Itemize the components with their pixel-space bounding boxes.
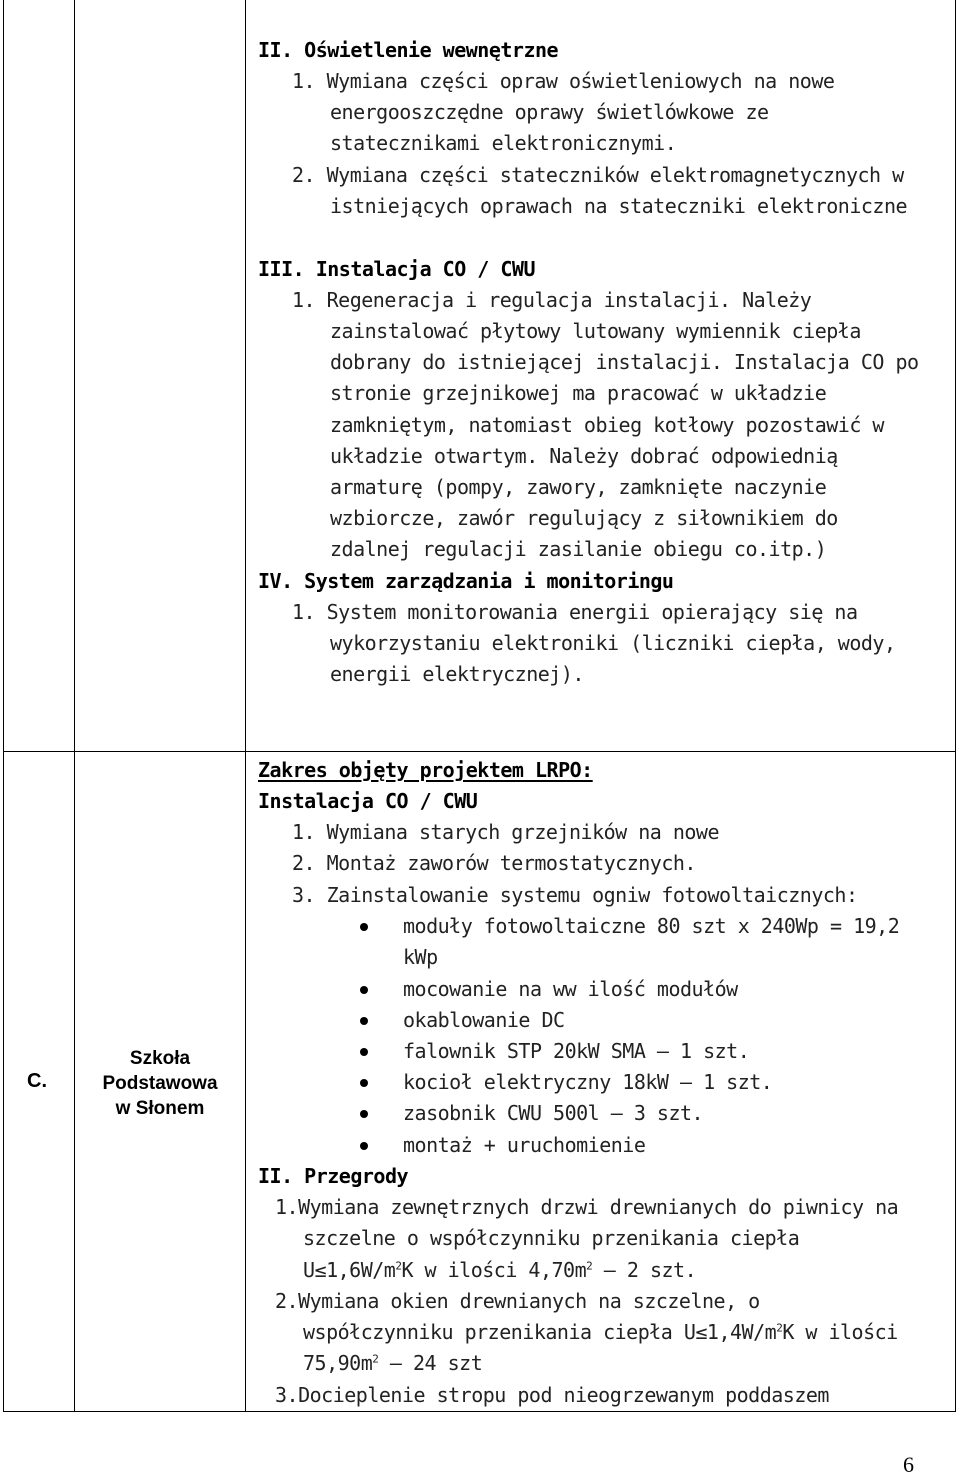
school-name <box>78 1046 242 1121</box>
section-heading-iv: IV. System zarządzania i monitoringu <box>258 569 674 593</box>
text-line: istniejących oprawach na stateczniki elektroniczne <box>330 194 908 218</box>
bullet-icon <box>360 923 368 931</box>
superscript: 2 <box>395 1259 402 1273</box>
bullet-item: montaż + uruchomienie <box>403 1133 646 1157</box>
install-heading: Instalacja CO / CWU <box>258 789 478 813</box>
text-fragment: – 24 szt <box>378 1351 483 1375</box>
bullet-item: zasobnik CWU 500l – 3 szt. <box>403 1101 704 1125</box>
text-line <box>303 1351 482 1375</box>
text-line: układzie otwartym. Należy dobrać odpowiednią <box>330 444 838 468</box>
bullet-icon <box>360 1110 368 1118</box>
school-name-line: w Słonem <box>115 1098 205 1119</box>
text-line: wzbiorcze, zawór regulujący z siłownikiem do <box>330 506 838 530</box>
list-item: 3. Zainstalowanie systemu ogniw fotowoltaicznych: <box>292 883 858 907</box>
text-line: wykorzystaniu elektroniki (liczniki ciepła, wody, <box>330 631 896 655</box>
bullet-item: falownik STP 20kW SMA – 1 szt. <box>403 1039 750 1063</box>
table-border-col2 <box>245 0 246 1412</box>
table-border-right <box>955 0 956 1412</box>
bullet-icon <box>360 986 368 994</box>
superscript: 2 <box>372 1352 379 1366</box>
scope-heading: Zakres objęty projektem LRPO: <box>258 758 593 782</box>
text-fragment: K w ilości <box>782 1320 898 1344</box>
bullet-icon <box>360 1079 368 1087</box>
text-line: statecznikami elektronicznymi. <box>330 131 677 155</box>
list-item: 2. Montaż zaworów termostatycznych. <box>292 851 696 875</box>
section-heading-przegrody: II. Przegrody <box>258 1164 409 1188</box>
text-line: 2. Wymiana części stateczników elektromagnetycznych w <box>292 163 904 187</box>
text-line: energii elektrycznej). <box>330 662 584 686</box>
bullet-item: okablowanie DC <box>403 1008 565 1032</box>
bullet-item: mocowanie na ww ilość modułów <box>403 977 738 1001</box>
text-fragment: 75,90m <box>303 1351 373 1375</box>
text-line: zainstalować płytowy lutowany wymiennik ciepła <box>330 319 861 343</box>
text-line: zamkniętym, natomiast obieg kotłowy pozostawić w <box>330 413 884 437</box>
bullet-icon <box>360 1142 368 1150</box>
table-border-left <box>3 0 4 1412</box>
bullet-icon <box>360 1048 368 1056</box>
page-number: 6 <box>903 1452 914 1477</box>
list-item: 1. Wymiana starych grzejników na nowe <box>292 820 720 844</box>
school-name-line: Szkoła <box>129 1048 191 1069</box>
text-fragment: U≤1,6W/m <box>303 1258 396 1282</box>
text-line: stronie grzejnikowej ma pracować w układzie <box>330 381 827 405</box>
bullet-item: kWp <box>403 945 438 969</box>
text-line: szczelne o współczynniku przenikania ciepła <box>303 1226 800 1250</box>
school-name-line: Podstawowa <box>102 1073 218 1094</box>
text-fragment: – 2 szt. <box>592 1258 697 1282</box>
row-letter: C. <box>27 1070 47 1092</box>
text-fragment: K w ilości 4,70m <box>401 1258 587 1282</box>
bullet-item: kocioł elektryczny 18kW – 1 szt. <box>403 1070 773 1094</box>
text-fragment: współczynniku przenikania ciepła U≤1,4W/m <box>303 1320 777 1344</box>
text-line: 1. Wymiana części opraw oświetleniowych na nowe <box>292 69 835 93</box>
table-border-bottom <box>3 1411 956 1412</box>
text-line: 1.Wymiana zewnętrznych drzwi drewnianych do piwnicy na <box>275 1195 899 1219</box>
superscript: 2 <box>586 1259 593 1273</box>
table-border-col1 <box>74 0 75 1412</box>
text-line <box>303 1258 696 1282</box>
text-line: dobrany do istniejącej instalacji. Instalacja CO po <box>330 350 919 374</box>
text-line: 1. Regeneracja i regulacja instalacji. Należy <box>292 288 812 312</box>
superscript: 2 <box>776 1321 783 1335</box>
section-heading-ii: II. Oświetlenie wewnętrzne <box>258 38 559 62</box>
text-line: 2.Wymiana okien drewnianych na szczelne, o <box>275 1289 760 1313</box>
bullet-icon <box>360 1017 368 1025</box>
text-line: zdalnej regulacji zasilanie obiegu co.itp.) <box>330 537 827 561</box>
text-line: 1. System monitorowania energii opierający się na <box>292 600 858 624</box>
text-line: 3.Docieplenie stropu pod nieogrzewanym poddaszem <box>275 1383 829 1407</box>
text-line <box>303 1320 898 1344</box>
section-heading-iii: III. Instalacja CO / CWU <box>258 257 535 281</box>
bullet-item: moduły fotowoltaiczne 80 szt x 240Wp = 19,2 <box>403 914 900 938</box>
text-line: energooszczędne oprawy świetlówkowe ze <box>330 100 769 124</box>
text-line: armaturę (pompy, zawory, zamknięte naczynie <box>330 475 827 499</box>
table-row-divider <box>3 751 956 752</box>
